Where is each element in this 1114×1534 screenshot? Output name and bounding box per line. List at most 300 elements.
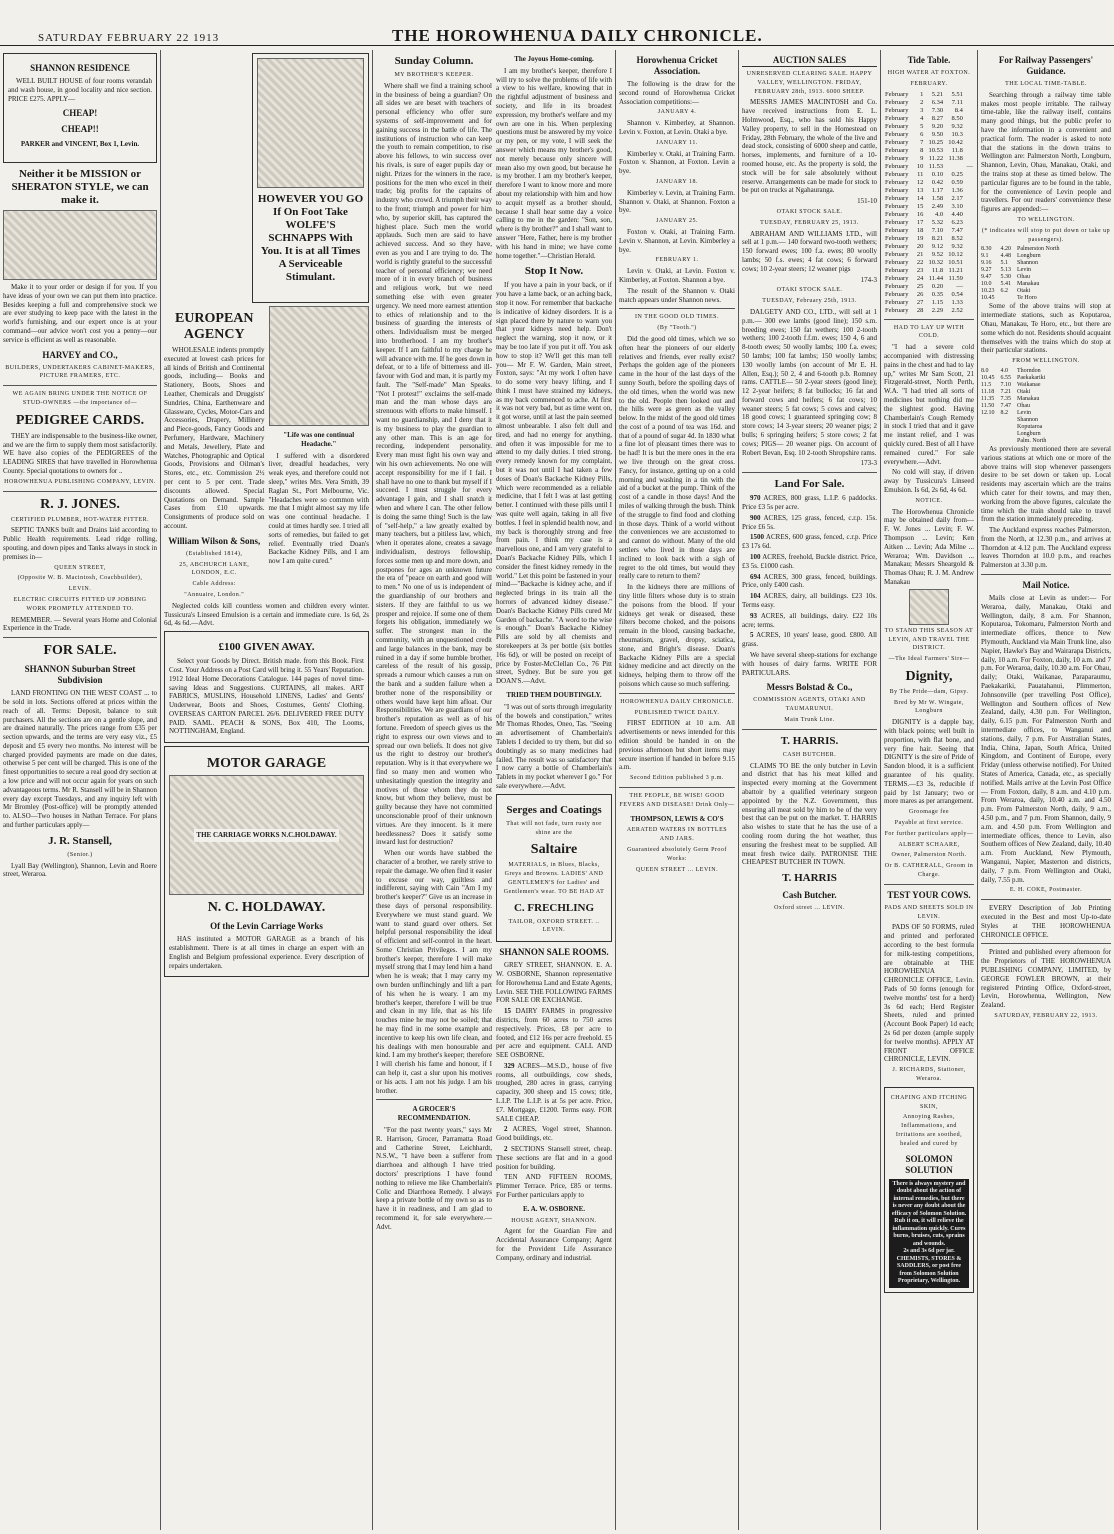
timetable-entry: Shannon	[1017, 260, 1038, 267]
tide-cell: February	[885, 250, 909, 258]
tide-cell: 7.11	[951, 98, 963, 106]
tide-cell: February	[885, 170, 909, 178]
lady-illustration	[269, 306, 370, 426]
ad-text: HOWEVER YOU GO If On Foot Take WOLFE'S SCHNAPPS With You. It is at all Times A Serviceable Stimulant.	[257, 193, 364, 283]
tide-cell: 0.10	[931, 170, 944, 178]
good-old-times-title: IN THE GOOD OLD TIMES.	[635, 314, 719, 321]
ad-text: THEY are indispensable to the business-like owner, and we are the firm to supply them most satisfactorily. WE have also copies of the PEDIGREES of the LEADING SIRES that have travelled in Horowhenua County. Special quotations to owners for ..	[3, 431, 157, 475]
tide-cell: 10.3	[951, 130, 963, 138]
ad-cheap-2: CHEAP!!	[61, 124, 99, 135]
jones-ad	[3, 497, 157, 634]
joyous-text: I am my brother's keeper, therefore I will try to solve the problems of life with a view to his welfare, knowing that in the rightful adjustment of business and society, and life in its broadest expression, my brother's welfare and my own are one in his. When perplexing questions must be answered by my voice or my pen, or my vote, I will seek the answer which means my brother's good, not merely because only sincere will mean also my own good, but because he is my brother. I am my brother's keeper, therefore I want to know more and more about my relationship with him and how to acquit myself as a brother should, because I shall hear some day a voice calling to me in the garden: "Son, son, where is thy brother?" and I shall want to answer "Here, Father, here is my brother with his hand in mine; we have come home together."—Christian Herald.	[496, 66, 612, 260]
draw-date: JANUARY 25.	[656, 218, 698, 225]
railway-note-1: Some of the above trains will stop at intermediate stations, such as Koputaroa, Ohau, Manakau, Te Horo, etc., but there are some which do not. Residents should acquaint themselves with the trains which do stop at their particular stations.	[981, 302, 1111, 355]
tide-row	[884, 131, 974, 139]
land-for-sale-title: Land For Sale.	[774, 478, 845, 491]
harris-sub: CASH BUTCHER.	[782, 751, 837, 758]
chronicle-title: HOROWHENUA DAILY CHRONICLE.	[620, 698, 734, 705]
ad-town: LEVIN.	[68, 586, 92, 593]
ad-firm: William Wilson & Sons,	[168, 535, 261, 546]
times-column-b	[1001, 246, 1012, 302]
tide-cell: February	[885, 266, 909, 274]
timetable-entry: 8.0	[981, 367, 989, 374]
tide-cell: 5.21	[931, 90, 944, 98]
for-sale-ad	[3, 643, 157, 879]
tide-cell: 11.8	[951, 146, 963, 154]
dignity-owner-2: Owner, Palmerston North.	[891, 852, 967, 859]
times-column-d	[1001, 368, 1012, 445]
tide-cell: February	[885, 274, 909, 282]
european-agency-ad	[164, 306, 369, 602]
stop-it-title: Stop It Now.	[524, 265, 584, 278]
column-7	[978, 50, 1114, 1530]
dignity-groomage: Groomage fee	[908, 809, 950, 816]
tide-cell: 22	[916, 258, 924, 266]
linseed-notice: Neglected colds kill countless women and children every winter. Tussicura's Linseed Emulsion is a certain and immediate cure. 1s 6d, 2s 6d, 4s 6d.—Advt.	[164, 601, 369, 628]
timetable-entry: Ohau	[1017, 402, 1030, 409]
ad-text: MATERIALS, in Blues, Blacks, Greys and Browns. LADIES' AND GENTLEMEN'S for Ladies' and Gentlemen's wear. TO BE HAD AT	[503, 862, 605, 895]
ad-trades: BUILDERS, UNDERTAKERS CABINET-MAKERS, PICTURE FRAMERS, ETC.	[5, 364, 155, 380]
tide-cell: 2.49	[931, 202, 944, 210]
timetable-entry: 11.18	[981, 388, 995, 395]
tide-cell: 15	[916, 202, 924, 210]
tide-row	[884, 147, 974, 155]
ad-house: HOUSE AGENT, SHANNON.	[511, 1217, 597, 1224]
times-column-c	[981, 368, 995, 445]
tide-cell: 9	[920, 154, 924, 162]
cows-title: TEST YOUR COWS.	[887, 889, 971, 900]
tide-row	[884, 283, 974, 291]
chronicle-sub: PUBLISHED TWICE DAILY.	[634, 709, 720, 716]
masthead-date: SATURDAY FEBRUARY 22 1913	[38, 32, 220, 44]
tide-cell: 11.21	[948, 266, 963, 274]
ad-name: E. A. W. OSBORNE.	[522, 1204, 586, 1213]
times-column-a	[981, 246, 995, 302]
tide-row	[884, 195, 974, 203]
tide-cell: 10.32	[928, 258, 944, 266]
pedigree-ad	[3, 390, 157, 486]
lot-329	[496, 1062, 612, 1124]
timetable-entry: Palm. North	[1017, 437, 1047, 444]
ad-title: £100 GIVEN AWAY.	[218, 641, 315, 654]
tide-row	[884, 115, 974, 123]
tide-cell: 10.53	[928, 146, 944, 154]
timetable-entry: 5.30	[1000, 274, 1011, 281]
lot-text: SECTIONS Stansell street, cheap. These sections are flat and in a good position for building.	[496, 1145, 613, 1171]
draw-date: FEBRUARY 1.	[655, 257, 699, 264]
timetable-entry: 9.16	[981, 260, 992, 267]
land-address: Main Trunk Line.	[784, 717, 835, 723]
dignity-bred: Bred by Mr W. Wingate, Longburn	[894, 699, 964, 715]
tide-cell: 11	[917, 170, 924, 178]
land-text: ACRES, freehold, Buckle district. Price, £3 5s. £1000 cash.	[742, 553, 877, 570]
timetable-entry: Otaki	[1017, 288, 1031, 295]
timetable-entry: 7.35	[1000, 395, 1011, 402]
tide-cell: 7	[920, 138, 924, 146]
ad-text: SEPTIC TANKS built and Drains laid according to Public Health requirements. Lead ridge rolling, spouting, and down pipes and Tanks always in stock in premises in—	[3, 526, 157, 561]
timetable-entry: Levin	[1017, 267, 1031, 274]
grocer-text: "For the past twenty years," says Mr R. Harrison, Grocer, Parramatta Road and Catherine Street, Leichhardt, N.S.W., "I have been a sufferer from diarrhoea and although I have tried doctors' prescriptions I have found nothing to relieve me like Chamberlain's Colic and Diarrhoea Remedy. I always keep a private bottle of my own so as to have it in readiness, and I am glad to recommend it, for sale everywhere.—Advt.	[376, 1126, 492, 1231]
tide-row	[884, 267, 974, 275]
ad-text: Make it to your order or design if for you. If you have ideas of your own we can put them into practice. Besides keeping a full and comprehensive stock we are ever studying to keep pace with the latest in the world's furnishing, and our expert once is at your command—our advice won't cost you a penny—our service is efficient as well as reasonable.	[3, 283, 157, 344]
land-text: ACRES, 800 grass, L.I.P. 6 paddocks. Price £3 5s per acre.	[742, 494, 877, 512]
tide-row	[884, 123, 974, 131]
auction-3-date: TUESDAY, February 25th, 1913.	[762, 298, 857, 305]
ad-text: LAND FRONTING ON THE WEST COAST ... to be sold in lots. Sections offered at prices within the reach of all. Terms: Deposit, balance to suit purchasers. All the sections are on a gentle slope, and are drained naturally. The prices range from £35 per section upwards, and the terms are very easy viz., £5 deposit and £5 every two months. No interest will be charged provided payments are made on due dates, otherwise 5 per cent will be charged. This is one of the finest opportunities to secure a real good dry section at a low price and will not occur again for years on such advantageous terms. Mr R. Stansell will be in Shannon every day except Tuesdays, and any inquiry left with Mr Bromley (Post-office) will be promptly attended to. ALSO—Two houses in Nathan Terrace. For plans and further particulars apply—	[3, 689, 157, 830]
harris-foot-2: Cash Butcher.	[782, 890, 837, 901]
tide-cell: 7.47	[951, 226, 963, 234]
sunday-column-body-2: When our words have stabbed the character of a brother, we rarely strive to repair the damage. We often find it easier to excuse our way, guiltless and indifferent, saying with Cain "Am I my brother's keeper?" Give us an increase in these days of personal responsibility. Everywhere we must stand guard. We want to stand guard over others. Set helpful personal responsibility the ideal of efficient and self-control in the heart. Some Christian Privileges. I am my brother's keeper, therefore I will make myself strong that I may lend him a hand when he is weak; that I may carry my own burden unflinchingly and lift a part of his when he is weary. I am my brother's keeper, therefore I will be true and clean in my life, that as his life touches mine he may not be soiled; that he may find in me some example and incentive to keep his own life clean, and his dealings with men honourable and kind. I am my brother's keeper; therefore I will cherish his fame and honour, if I can help it, cast a slur upon his motives or his acts. I am not his judge. I am his brother.	[376, 849, 492, 1095]
tide-cell: —	[956, 282, 963, 290]
tide-cell: 11.8	[931, 266, 944, 274]
tide-cell: February	[885, 218, 909, 226]
timetable-entry: 11.5	[981, 381, 992, 388]
tide-cell: February	[885, 194, 909, 202]
tide-cell: 24	[916, 274, 924, 282]
timetable-entry: Te Horo	[1017, 295, 1037, 302]
ad-intro: WE AGAIN BRING UNDER THE NOTICE OF STUD-OWNERS —the importance of—	[12, 391, 148, 406]
tide-table-title: Tide Table.	[907, 55, 951, 65]
ad-agent: Agent for the Guardian Fire and Accidental Assurance Company; Agent for the Provident Life Assurance Company, ordinary and industrial.	[496, 1227, 612, 1262]
cold-head: HAD TO LAY UP WITH COLD.	[893, 324, 965, 340]
ad-agent: PARKER and VINCENT, Box 1, Levin.	[20, 140, 140, 149]
solomon-ad	[884, 1087, 974, 1293]
aerated-firm: THOMPSON, LEWIS & CO'S	[630, 814, 724, 823]
lot-number: 329	[504, 1061, 515, 1070]
ad-sub: CERTIFIED PLUMBER, HOT-WATER FITTER.	[10, 516, 150, 523]
tide-row	[884, 275, 974, 283]
sale-rooms-ad	[496, 947, 612, 1263]
auction-sales-title: AUCTION SALES	[742, 55, 877, 67]
column-6	[881, 50, 977, 1530]
ad-title: R. J. JONES.	[40, 496, 120, 512]
tide-cell: 3.10	[951, 202, 963, 210]
ad-firm-sub: TAILOR, OXFORD STREET. .. LEVIN.	[508, 918, 600, 934]
tide-row	[884, 251, 974, 259]
timetable-entry: Ohau	[1017, 274, 1030, 281]
land-acres: 93	[750, 611, 757, 620]
draw-matches: Shannon v. Kimberley, at Shannon. Levin v. Foxton, at Levin. Otaki a bye.	[619, 119, 735, 136]
tide-cell: February	[885, 178, 909, 186]
tide-cell: 0.20	[931, 282, 944, 290]
cricket-result: The result of the Shannon v. Otaki match appears under Shannon news.	[619, 286, 735, 304]
tide-cell: 10	[916, 162, 924, 170]
tide-row	[884, 155, 974, 163]
timetable-entry: Shannon	[1017, 416, 1038, 423]
cold-text: "I had a severe cold accompanied with distressing pains in the chest and had to lay up," writes Mr Sam Scott, 21 Fitzgerald-street, North Perth, W.A. "I had tried all sorts of medicines but nothing did me the slightest good. Having Chamberlain's Cough Remedy in stock I tried that and it gave me instant relief, and I was quickly cured. Best of all I have remained cured." For sale everywhere.—Advt.	[884, 343, 974, 466]
land-item	[742, 612, 877, 630]
ad-title: Serges and Coatings	[506, 803, 602, 816]
tide-cell: 11.59	[948, 274, 963, 282]
tide-cell: 7.10	[931, 226, 944, 234]
timetable-entry: Palmerston North	[1017, 246, 1060, 253]
tide-cell: February	[885, 130, 909, 138]
timetable-entry: 8.30	[981, 246, 992, 253]
tide-cell: 0.54	[951, 290, 963, 298]
tide-cell: 11.44	[928, 274, 944, 282]
lot-text: ACRES—M.S.D., house of five rooms, all outbuildings, cow sheds, troughed, 280 acres in grass, carrying capacity, 300 sheep and 15 cows; title, L.I.P. The L.I.P. is at 5s per acre. Price, £7. Mortgage, £1200. Terms easy. FOR SALE CHEAP.	[496, 1061, 612, 1123]
ad-remember: REMEMBER. — Several years Home and Colonial Experience in the Trade.	[3, 615, 157, 633]
ad-senior: (Senior.)	[67, 851, 93, 858]
timetable-entry: 12.10	[981, 409, 995, 416]
timetable-entry: 9.47	[981, 274, 992, 281]
sunday-column-body: Where shall we find a training school in the business of being a guardian? On all sides we are beset with teachers of personal efficiency who offer sure systems of self-improvement and for gaining success in the battle of life. The institutions of instruction who can keep the youth to remain competition, to rise above his fellows, to win success over his rivals, is sure of eager pupils day or night. Prizes for the winners in the race, positions for the men who excel in their trade; big profits for the captains of industry who crowd. A triumph their way to the front; triumph and power for him who, by superior skill, has captured the highest place. Such men the world applauds. Such men are said to have achieved success. And so they have, even as you and I are trying to do. The world is rightly grateful to the successful teacher of personal efficiency; we need more of it in every branch of business and religious work, but we need something else with even greater urgency. We need more earnest attention to ethics of relationship and to the business of guarding the interests of others. Individualism must be merged into brotherhood. I am my brother's keeper. If I am faithful to my charge he will advance with me. If he goes down in defeat, or to a life of bitterness and ill-favour with God and man, it is partly my fault. The "Self-made" Man Speaks. "Not I protest!" exclaims the self-made man and the man whose days are strenuous with efforts to make himself. I want no guardianship, and I deny that it is my business to play the guardian to any other man. This is an age for recording, independent personality. Every man must fight his own way and win his own achievements. No one will accept responsibility for me if I fail. I shall have no one to thank but myself if I succeed. I must struggle for every advantage I gain, and I shall snatch it when and where I can. The other fellow is doing the same thing! Such is the law of "self-help," a law greatly exalted by many teachers, but a pitiless law, which, when it operates alone, creates a savage individualism, destroys fellowship, forces some men up and more down, and postpones for ages an unknown future the era of "peace on earth and good will to men." No one of us is independent of the guardianship of our brothers and sisters. If they are faithful to us we prosper and rejoice. If some one of them forgets his obligation, immediately we suffer. The strongest man in the community, with an unquestioned credit and large balances in the bank, may be ruined in a day if some humble brother, careless of the result of his gossip, spreads a rumour which causes a run on the bank and a sudden failure when a brother none of the responsibility or others would have kept him afloat. Our Responsibilities. We are guardians of our brother's reputation as well as of his fortune. Freedom of speech gives us the right to express our own views and to spread our own beliefs. It does not give us the right to destroy our brother's reputation. Why is it that everywhere we find so many men and women who unhesitatingly question the integrity and motives of those whom they do not know, but whom they believe, must be guilty because they have not committed unconscionable proof of their unknown virtues. Are they innocent. Is it mere heedlessness? Does it satisfy some inward lust for destruction?	[376, 81, 492, 847]
tide-cell: February	[885, 154, 909, 162]
tide-cell: February	[885, 234, 909, 242]
tide-cell: 9.52	[931, 250, 944, 258]
lot-number: 2	[504, 1145, 508, 1154]
land-acres: 900	[750, 513, 761, 522]
tide-row	[884, 107, 974, 115]
good-old-times-byline: (By "Tooth.")	[657, 325, 697, 332]
tide-cell: 4.40	[951, 210, 963, 218]
tide-cell: 6	[920, 130, 924, 138]
cold-text-2: No cold will stay, if driven away by Tussicura's Linseed Emulsion. Is 6d, 2s 6d, 4s 6d.	[884, 468, 974, 494]
tide-cell: February	[885, 202, 909, 210]
land-text: ACRES, 125 grass, fenced, c.r.p. 15s. Price £6 5s.	[742, 513, 877, 531]
wolfes-schnapps-ad	[252, 53, 369, 303]
ad-cable: Cable Address:	[192, 581, 236, 588]
tide-row	[884, 219, 974, 227]
tide-cell: February	[885, 122, 909, 130]
given-away-ad	[164, 631, 369, 743]
cricket-title: Horowhenua Cricket Association.	[636, 55, 718, 76]
tide-row	[884, 307, 974, 315]
timetable-entry: 6.55	[1000, 374, 1011, 381]
tide-cell: 25	[916, 282, 924, 290]
kidney-text: In the kidneys there are millions of tiny little filters whose duty is to strain the poisons from the blood. If your kidneys get weak or diseased, these filters become choked, and the poisons remain in the blood, causing backache, rheumatism, gravel, dropsy, sciatica, stone, and Bright's disease. Doan's Backache Kidney Pills are a special kidney medicine and act directly on the kidneys, helping them to throw off the poisons which cause so much suffering.	[619, 583, 735, 688]
job-printing-text: EVERY Description of Job Printing executed in the Best and most Up-to-date Styles at THE HOROWHENUA CHRONICLE OFFICE.	[981, 904, 1111, 939]
tide-cell: 7.30	[931, 106, 944, 114]
to-wellington-note: (* indicates will stop to put down or take up passengers).	[981, 227, 1111, 243]
tide-cell: 26	[916, 290, 924, 298]
to-wellington-title: TO WELLINGTON.	[1017, 216, 1075, 223]
dignity-owner: ALBERT SCHAARE,	[898, 841, 960, 848]
aerated-guarantee: Guaranteed absolutely Germ Proof Works:	[627, 846, 727, 862]
tide-cell: February	[885, 306, 909, 314]
tide-cell: 1.58	[931, 194, 944, 202]
auction-3-text: DALGETY AND CO., LTD., will sell at 1 p.m.— 300 ewe lambs (good line); 150 s.m. breeding ewes; 150 fat wethers; 100 2-tooth wethers; 100 2-tooth f.f.m. ewes; 150 4, 6 and 8-tooth ewes; 50 woolly lambs; 100 f.a. ewes; 50 lambs; 100 fat lambs; 150 woolly lambs; 130 woolly lambs (on account of Mr E. H. Allen, Esq.); 50 2, 4 and 6-tooth p.b. Romney rams. CATTLE— 50 2-year steers (good line); 12 2-year heifers; 8 fat bullocks; 16 fat and forward cows and heifers; 6 fat cows; 10 weaner steers; 5 fat cows; 5 cows and calves; 18 good cows; 1 guaranteed springing cow; 8 store cows; 14 3-year steers; 20 weaner pigs; 2 bulls; 6 springing heifers; 5 store cows; 2 fat cows; PIGS— 20 weaner pigs. On account of Robert Bevan, Esq. 10 2-tooth Shropshire rams.	[742, 307, 877, 457]
ad-ten: TEN AND FIFTEEN ROOMS, Plimmer Terrace. Price, £85 or terms. For Further particulars apply to	[496, 1173, 612, 1200]
ad-established: (Established 1814),	[186, 550, 243, 557]
chronicle-second: Second Edition published 3 p.m.	[630, 775, 724, 782]
auction-2-ref: 174-3	[860, 275, 877, 284]
ad-title: MOTOR GARAGE	[206, 756, 327, 772]
tide-cell: 11.38	[948, 154, 963, 162]
auction-2-head: OTAKI STOCK SALE.	[776, 208, 843, 215]
land-text: ACRES, 10 years' lease, good. £800. All grass.	[742, 631, 877, 649]
tide-cell: —	[966, 162, 973, 170]
timetable-entry: 11.50	[981, 402, 995, 409]
stop-it-text: If you have a pain in your back, or if you have a lame back, or an aching back, stop it now. For remember that backache is indicative of kidney disorders. It is a sign placed there by nature to warn you that your kidneys need help. Don't neglect the warning, stop it now, or it may be too late if you put it off. You ask how to stop it? We'll get this man tell you— Mr F. W. Garden, Main street, Foxton, says: "At my work I often have to do some very heavy lifting, and I think I must have strained my kidneys, as my back commenced to ache. At first it was not very bad, but as time went on, it got worse, until at last the pain seemed almost unbearable. I also felt dull and tired, and had no energy for anything, and often it was impossible for me to attend to my daily duties. I tried strong, every remedy known for my complaint, but it was not until I had taken a few doses of Doan's Backache Kidney Pills, which were recommended as a reliable medicine, that I felt I was at last getting better. I continued with these pills until I was quite well again, taking in all five bottles. I feel in splendid health now, and my back is thoroughly strong and free from pain. I think my case is a marvellous one, and I am very grateful to Doan's Backache Kidney Pills, which I consider the finest kidney remedy in the world." Let this point be fastened in your mind—"Backache is kidney ache, and if neglected brings in its train all the horrors of advanced kidney disease." Doan's Backache Kidney Pills cured Mr Garden of backache. "A word to the wise is enough." Doan's Backache Kidney Pills are sold by all chemists and storekeepers at 3s per bottle (six bottles 16s 6d), or will be posted on receipt of price by Foster-McClellan Co., 76 Pitt street, Sydney. But be sure you get DOAN'S.—Advt.	[496, 281, 612, 686]
ad-title: SHANNON SALE ROOMS.	[499, 947, 609, 958]
tide-cell: 8.27	[931, 114, 944, 122]
tide-cell: 18	[916, 226, 924, 234]
tide-cell: 5	[920, 122, 924, 130]
tide-cell: 6.23	[951, 218, 963, 226]
tide-cell: 19	[916, 234, 924, 242]
column-4	[616, 50, 738, 1530]
tide-cell: 2	[920, 98, 924, 106]
timetable-entry: Waikanae	[1017, 381, 1041, 388]
tide-cell: 0.35	[931, 290, 944, 298]
tide-cell: 9.50	[931, 130, 944, 138]
railway-note-2: As previously mentioned there are several various stations at which one or more of the above trains will stop whenever passengers desire to be set down or taken up. Local residents may ascertain which are the trains which cater for their towns, and may then, working from the above figures, calculate the time which the train should take to travel from the station immediately preceding.	[981, 444, 1111, 524]
ad-sub: Of the Levin Carriage Works	[210, 921, 323, 932]
aerated-address: QUEEN STREET ... LEVIN.	[635, 866, 719, 873]
tide-cell: 16	[916, 210, 924, 218]
timetable-entry: 5.1	[1000, 260, 1008, 267]
harris-text: CLAIMS TO BE the only butcher in Levin and district that has his meat killed and inspected every morning at the Government abattoir by a qualified veterinary surgeon appointed by the N.Z. Government, thus ensuring all meat sold by him to be of the very best that can be put on the market. T. HARRIS also wishes to state that he has the use of a cooling room during the hot weather, thus ensuring the freshest meat to be supplied. All meat fresh twice daily. PATRONISE THE CHEAPEST BUTCHER IN TOWN.	[742, 761, 877, 867]
land-item	[742, 514, 877, 532]
shannon-residence-ad	[3, 53, 157, 163]
ad-street: QUEEN STREET,	[54, 564, 106, 571]
ad-firm: HARVEY and CO.,	[42, 349, 118, 360]
ad-address: (Opposite W. B. Macintosh, Coachbuilder),	[17, 575, 143, 582]
furniture-ad	[3, 168, 157, 381]
auction-3-ref: 173-3	[860, 459, 877, 468]
timetable-entry: 8.2	[1000, 409, 1008, 416]
tide-cell: February	[885, 210, 909, 218]
tried-text: "I was out of sorts through irregularity of the bowels and constipation," writes Mr Thomas Rhodes, Oneo, Tas. "Seeing an advertisement of Chamberlain's Tablets I decided to try them, but did so doubtingly as so many medicines had failed. The result was so satisfactory that I now carry a bottle of Chamberlain's Tablets in my pocket wherever I go." For sale everywhere.—Advt.	[496, 702, 612, 790]
timetable-entry: Otaki	[1017, 388, 1031, 395]
tide-cell: February	[885, 90, 909, 98]
tide-cell: 9.20	[931, 122, 944, 130]
harris-foot: T. HARRIS	[782, 872, 837, 885]
tide-row	[884, 243, 974, 251]
dignity-text: DIGNITY is a dapple bay, with black points; well built in proportion, with flat bone, and very fine hair. Seeing that DIGNITY is the sire of Pride of Sandon blood, it is a sufficient guarantee of his quality. TERMS.—£3 3s, reducible if paid by 1st January; two or more mares as per arrangement.	[884, 718, 974, 806]
sunday-column-sub: MY BROTHER'S KEEPER.	[394, 72, 474, 78]
timetable-entry: 10.45	[981, 295, 995, 302]
tide-cell: 10.12	[948, 250, 963, 258]
good-old-times-text: Did the good old times, which we so often hear the pioneers of our elderly relatives and friends, ever really exist? Perhaps the golden age of the pioneers came in the hour of the last days of the sunny South, before the spoiling days of the old times, when the world was new to the old. People then looked out and the hills were as green as the valley below. In the midst of the good old times the cost of a pound of tea was 16d. and that of a pound of sugar 4d. In 1830 what a fine lot of pleasant times there was to be had! It is but the mere ones in the era we live through on the great cross. Fancy, for instance, getting up on a cold morning and washing in a tin with the aid of a bucket at the pump. Think of the cost of a candle in those days! And the miles of walking through the bush. Think of the struggle to find food and clothing in those days. Think of a world without the conveniences we are accustomed to and cannot do without. Many of the old settlers who lived in those days are inclined to look back with a sigh of regret to the old times, but would they really care to return to them?	[619, 334, 735, 581]
tide-cell: 8.50	[951, 114, 963, 122]
tide-cell: 10.25	[928, 138, 944, 146]
ad-title: Neither it be MISSION or SHERATON STYLE, we can make it.	[11, 168, 149, 206]
masthead-title: THE HOROWHENUA DAILY CHRONICLE.	[392, 26, 763, 45]
ad-dark-panel	[889, 1179, 969, 1288]
tide-cell: February	[885, 162, 909, 170]
tide-cell: February	[885, 290, 909, 298]
timetable-entry: 11.35	[981, 395, 995, 402]
timetable-entry: 5.13	[1000, 267, 1011, 274]
land-text: ACRES, dairy, all buildings. £23 10s. Terms easy.	[742, 592, 877, 610]
tide-cell: 17	[916, 218, 924, 226]
tide-cell: 6.34	[931, 98, 944, 106]
tide-row	[884, 259, 974, 267]
tide-cell: 21	[916, 250, 924, 258]
railway-note-3: The Auckland express reaches Palmerston, from the North, at 12.30 p.m., and arrives at Thorndon at 4.12 p.m. The Auckland express leaves Thorndon at 10.0 p.m., and reaches Palmerston at 3.30 p.m.	[981, 526, 1111, 570]
timetable-entry: 4.48	[1000, 253, 1011, 260]
timetable-entry: 9.1	[981, 253, 989, 260]
tide-cell: 10.51	[948, 258, 963, 266]
railway-sub: THE LOCAL TIME-TABLE.	[1005, 81, 1087, 87]
land-acres: 104	[750, 592, 761, 601]
timetable-entry: Manakau	[1017, 395, 1040, 402]
tide-cell: February	[885, 106, 909, 114]
auction-1-head: UNRESERVED CLEARING SALE. HAPPY VALLEY, WELLINGTON. FRIDAY, FEBRUARY 28th, 1913. 6000 SHEEP.	[746, 71, 873, 95]
lot-2b	[496, 1145, 612, 1171]
tide-cell: February	[885, 298, 909, 306]
land-firm-sub: COMMISSION AGENTS, OTAKI AND TAUMARUNUI.	[753, 697, 866, 713]
land-acres: 5	[750, 631, 754, 640]
ad-text: Annoying Rashes, Inflammations, and Irritations are soothed, healed and cured by	[895, 1114, 963, 1147]
timetable-entry: 5.41	[1000, 281, 1011, 288]
from-wellington-table	[981, 368, 1111, 445]
timetable-entry: Longburn	[1017, 430, 1041, 437]
lot-text: ACRES, Vogel street, Shannon. Good buildings, etc.	[496, 1125, 612, 1143]
tide-cell: 4	[920, 114, 924, 122]
mail-notice-title: Mail Notice.	[1022, 580, 1070, 591]
timetable-entry: 9.27	[981, 267, 992, 274]
ad-foot: Lyall Bay (Wellington), Shannon, Levin and Roere street, Weraroa.	[3, 861, 157, 879]
tide-row	[884, 203, 974, 211]
carriage-works-sign: THE CARRIAGE WORKS N.C.HOLDAWAY.	[194, 829, 338, 842]
ad-body: There is always mystery and doubt about the action of internal remedies, but there is never any doubt about the efficacy of Solomon Solution. Rub it on, it will relieve the inflammation quickly. Cures burns, bruises, cuts, sprains and wounds.	[891, 1180, 967, 1247]
auction-3-head: OTAKI STOCK SALE.	[776, 287, 843, 294]
carriage-works-illustration	[169, 775, 364, 895]
tide-cell: February	[885, 242, 909, 250]
cows-text: PADS OF 50 FORMS, ruled and printed and perforated according to the best formula for milk-testing competitions, are obtainable at THE HOROWHENUA CHRONICLE OFFICE, Levin. Pads of 50 forms (enough for twelve months' test for a herd) 3s 6d each; Herd Register Sheets, ruled and printed (Account Book Paper) 1d each; 2s 6d per dozen (ample supply for twelve months). APPLY AT FRONT OFFICE CHRONICLE, LEVIN.	[884, 923, 974, 1064]
tide-cell: 8.21	[931, 234, 944, 242]
stations-column	[1017, 246, 1060, 302]
tide-cell: 0.59	[951, 178, 963, 186]
ad-text: HAS instituted a MOTOR GARAGE as a branch of his establishment. There is at all times in charge an expert with an English and Belgium professional experience. Every description of repairs undertaken.	[169, 935, 364, 970]
ad-cable-address: "Annuaire, London."	[184, 591, 245, 598]
ad-quote: "Life was one continual Headache."	[283, 431, 355, 448]
tide-cell: February	[885, 98, 909, 106]
tide-table-month: FEBRUARY.	[910, 80, 948, 87]
timetable-entry: 7.10	[1000, 381, 1011, 388]
timetable-entry: Longburn	[1017, 253, 1041, 260]
tide-cell: 1	[920, 90, 924, 98]
land-item	[742, 631, 877, 649]
land-acres: 970	[750, 494, 761, 503]
mail-notice-signature: E. H. COKE, Postmaster.	[1009, 887, 1083, 894]
timetable-entry: Manakau	[1017, 281, 1040, 288]
tide-cell: 0.42	[931, 178, 944, 186]
tide-cell: 3	[920, 106, 924, 114]
stations-column-2	[1017, 368, 1046, 445]
land-firm: Messrs Bolstad & Co.,	[766, 682, 853, 693]
ad-sub: That will not fade, turn rusty nor shine are the	[506, 820, 602, 836]
railway-intro: Searching through a railway time table makes most people irritable. The railway time-table, like the railway itself, contains many good things, but the public prefer to have the information in a convenient and practical form. The reader is asked to note that the stations in the down trains to Wellington are: Palmerston North, Longburn, Shannon, Levin, Ohau, Manakau, Otaki, and the trains stop at these as timed below. The particular figures are to be found in the table, for the convenience of Levin people and travellers. For our readers' convenience these figures are appended:—	[981, 90, 1111, 214]
land-item	[742, 573, 877, 591]
ad-firm: CHEMISTS, STORES & SADDLERS, or post free from Solomon Solution Proprietary, Wellington.	[896, 1255, 962, 1285]
land-list	[742, 494, 877, 649]
tide-row	[884, 291, 974, 299]
tide-cell: 9.32	[951, 122, 963, 130]
dignity-groom: Or B. CATHERALL, Groom in Charge.	[884, 863, 974, 879]
ad-text: GREY STREET, SHANNON. E. A. W. OSBORNE, Shannon representative for Horowhenua Land and Estate Agents, Levin. SEE THE FOLLOWING FARMS FOR SALE OR EXCHANGE.	[496, 961, 612, 1005]
tide-cell: 28	[916, 306, 924, 314]
land-text: ACRES, all buildings, dairy. £22 10s acre; terms.	[742, 611, 877, 629]
ad-electric: ELECTRIC CIRCUITS FITTED UP JOBBING WORK PROMPTLY ATTENDED TO.	[13, 596, 147, 612]
land-acres: 694	[750, 572, 761, 581]
harris-address: Oxford street ... LEVIN.	[774, 905, 845, 912]
dignity-payable: Payable at first service.	[894, 820, 964, 827]
tide-row	[884, 235, 974, 243]
ad-title: PEDIGREE CARDS.	[15, 412, 145, 428]
auction-2-text: ABRAHAM AND WILLIAMS LTD., will sell at 1 p.m.— 140 forward two-tooth wethers; 150 forward ewes; 100 f.a. ewes; 80 woolly lambs; 50 f.s. ewes; 4 fat cows; 6 forward cows; 10 2-year steers; 12 weaner pigs	[742, 229, 877, 273]
tide-cell: 11.22	[928, 154, 944, 162]
auction-2-date: TUESDAY, FEBRUARY 25, 1913.	[760, 219, 859, 226]
imprint-text: Printed and published every afternoon for the Proprietors of THE HOROWHENUA PUBLISHING COMPANY, LIMITED, by GEORGE FOWLER BROWN, at their registered Printing Office, Oxford-street, Levin, Horowhenua, Wellington, New Zealand.	[981, 948, 1111, 1010]
tide-row	[884, 139, 974, 147]
to-wellington-table	[981, 246, 1111, 302]
from-wellington-title: FROM WELLINGTON.	[1012, 358, 1080, 365]
tide-cell: February	[885, 282, 909, 290]
